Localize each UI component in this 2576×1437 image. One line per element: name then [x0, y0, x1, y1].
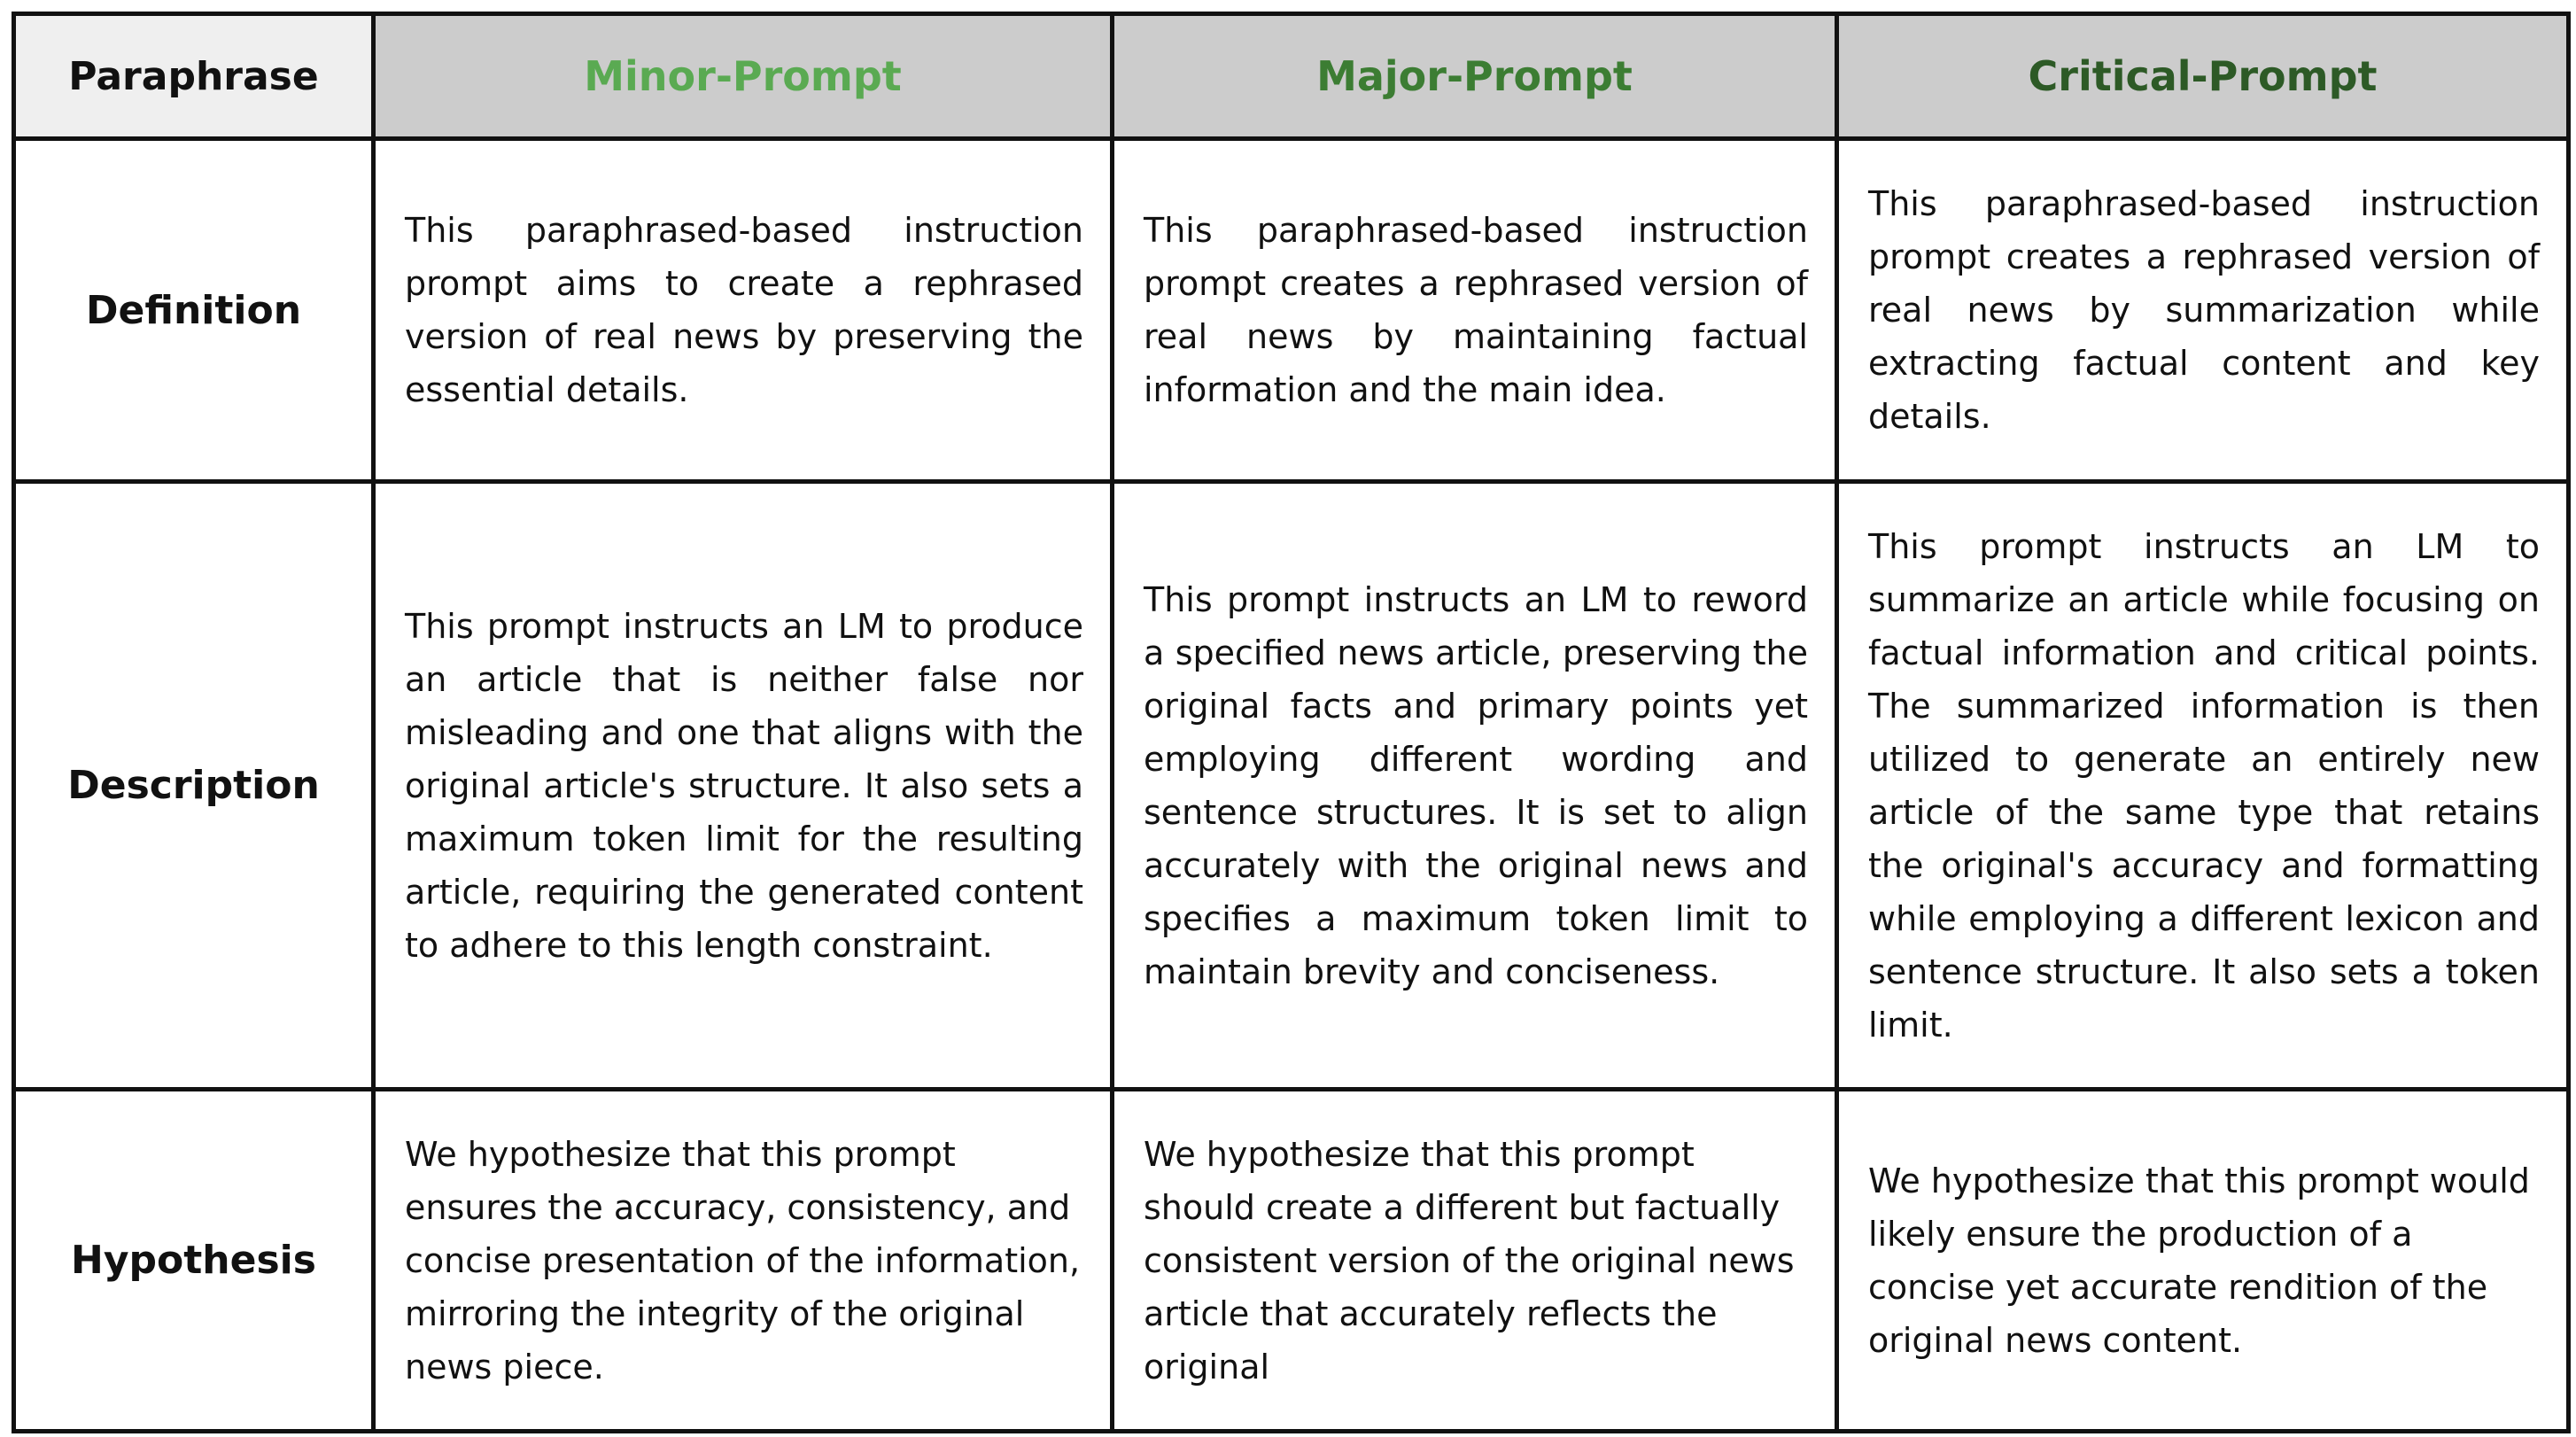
row-header-hypothesis: Hypothesis: [14, 1090, 374, 1432]
description-major-cell: [1113, 482, 1837, 1090]
paraphrase-comparison-table: [12, 12, 2571, 1433]
definition-major-text: This paraphrased-based instruction prompt creates a rephrased version of real news by maintaining factual information and the main idea.: [1144, 211, 1808, 409]
table-header-row: [14, 14, 2569, 139]
hypothesis-major-text: We hypothesize that this prompt should create a different but factually consistent version of the original news article that accurately reflects the original: [1144, 1134, 1795, 1387]
hypothesis-major-cell: [1113, 1090, 1837, 1432]
column-header-major-prompt: Major-Prompt: [1113, 14, 1837, 139]
table-row-hypothesis: [14, 1090, 2569, 1432]
row-header-description: Description: [14, 482, 374, 1090]
description-critical-cell: [1837, 482, 2569, 1090]
definition-major-cell: [1113, 139, 1837, 482]
description-critical-text: This prompt instructs an LM to summarize an article while focusing on factual information and critical points. The summarized information is then utilized to generate an entirely new article of the same type that retains the original's accuracy and formatting while employing a different lexicon and sentence structure. It also sets a token limit.: [1868, 526, 2540, 1045]
table-row-description: [14, 482, 2569, 1090]
row-header-definition: Definition: [14, 139, 374, 482]
hypothesis-minor-text: We hypothesize that this prompt ensures the accuracy, consistency, and concise presentation of the information, mirroring the integrity of the original news piece.: [405, 1134, 1081, 1387]
hypothesis-critical-text: We hypothesize that this prompt would likely ensure the production of a concise yet accurate rendition of the original news content.: [1868, 1161, 2530, 1360]
column-header-critical-prompt: Critical-Prompt: [1837, 14, 2569, 139]
description-minor-cell: [374, 482, 1113, 1090]
definition-critical-cell: [1837, 139, 2569, 482]
definition-critical-text: This paraphrased-based instruction prompt creates a rephrased version of real news by summarization while extracting factual content and key details.: [1868, 184, 2540, 436]
table-row-definition: [14, 139, 2569, 482]
column-header-minor-prompt: Minor-Prompt: [374, 14, 1113, 139]
definition-minor-cell: [374, 139, 1113, 482]
description-major-text: This prompt instructs an LM to reword a specified news article, preserving the original facts and primary points yet employing different wording and sentence structures. It is set to align accurately with the original news and specifies a maximum token limit to maintain brevity and conciseness.: [1144, 579, 1808, 991]
description-minor-text: This prompt instructs an LM to produce an article that is neither false nor misleading and one that aligns with the original article's structure. It also sets a maximum token limit for the resulting article, requiring the generated content to adhere to this length constraint.: [405, 606, 1083, 965]
definition-minor-text: This paraphrased-based instruction prompt aims to create a rephrased version of real news by preserving the essential details.: [405, 211, 1083, 409]
corner-header: Paraphrase: [14, 14, 374, 139]
paraphrase-comparison-table-wrapper: [12, 12, 2566, 1429]
hypothesis-critical-cell: [1837, 1090, 2569, 1432]
hypothesis-minor-cell: [374, 1090, 1113, 1432]
